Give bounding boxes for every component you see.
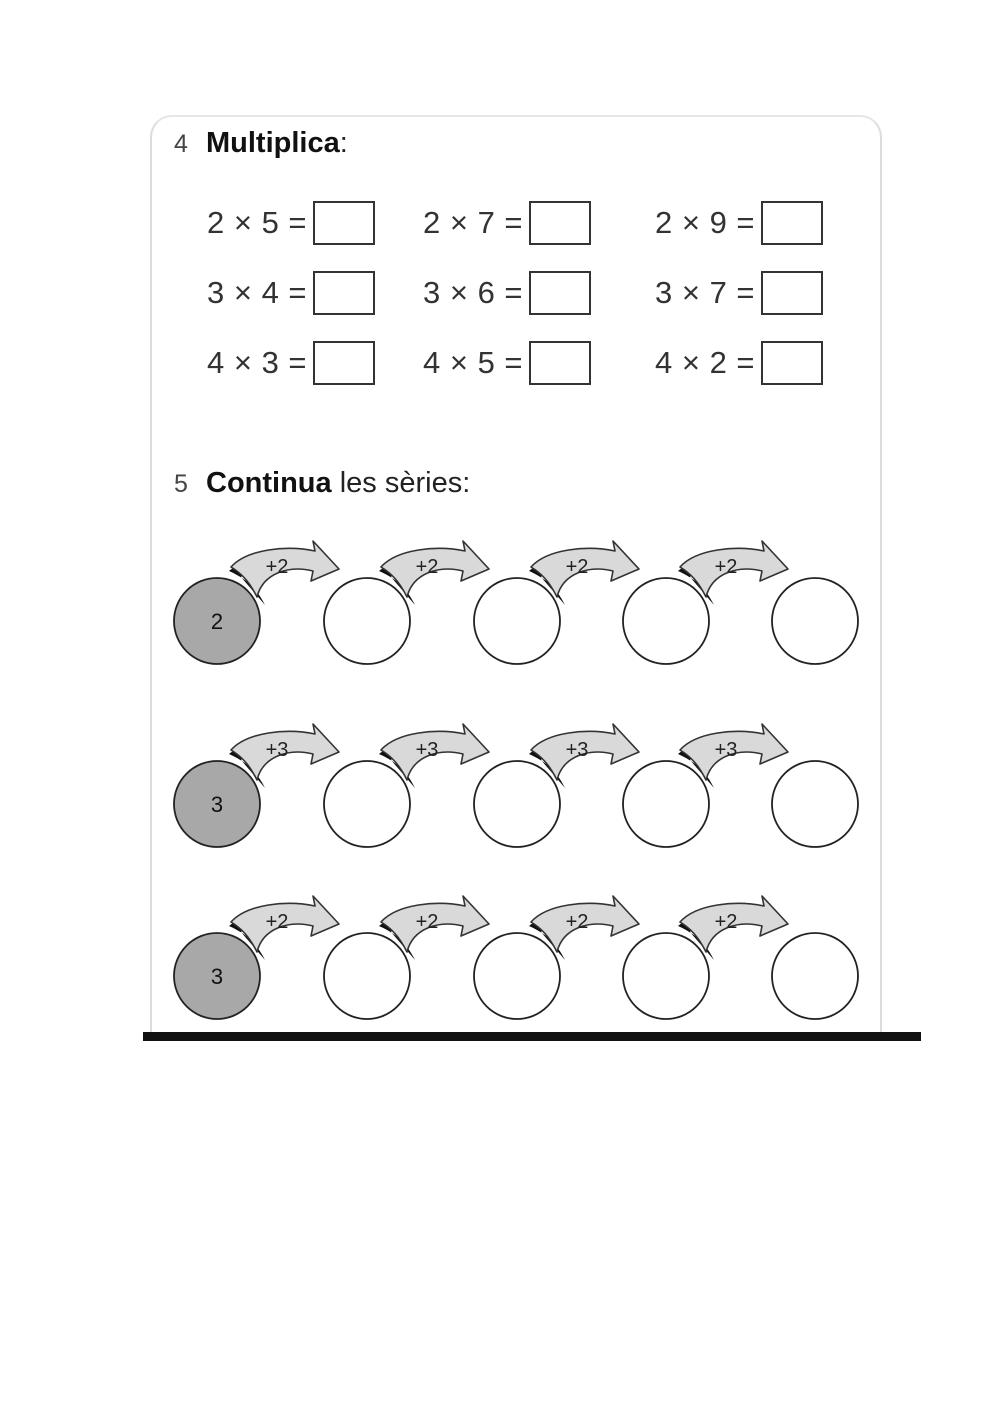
series-blank-circle[interactable] bbox=[772, 578, 858, 664]
section-5-title: Continua bbox=[206, 467, 332, 499]
answer-box[interactable] bbox=[529, 271, 591, 315]
section-5-number: 5 bbox=[174, 470, 188, 498]
section-4-heading bbox=[174, 125, 348, 162]
series-blank-circle[interactable] bbox=[324, 578, 410, 664]
equation-expression: 4 × 2 = bbox=[655, 345, 756, 380]
step-label: +2 bbox=[565, 911, 589, 933]
answer-box[interactable] bbox=[313, 341, 375, 385]
answer-box[interactable] bbox=[313, 271, 375, 315]
equation-expression: 2 × 9 = bbox=[655, 205, 756, 240]
series-start-value: 3 bbox=[210, 964, 224, 989]
series-start-value: 2 bbox=[210, 609, 224, 634]
equation bbox=[207, 200, 375, 246]
equation bbox=[207, 270, 375, 316]
series-blank-circle[interactable] bbox=[772, 761, 858, 847]
equation bbox=[423, 200, 591, 246]
series-start-value: 3 bbox=[210, 792, 224, 817]
equation bbox=[655, 340, 823, 386]
equation-expression: 3 × 7 = bbox=[655, 275, 756, 310]
equation bbox=[655, 200, 823, 246]
equation-expression: 3 × 4 = bbox=[207, 275, 308, 310]
answer-box[interactable] bbox=[529, 341, 591, 385]
equation-expression: 2 × 7 = bbox=[423, 205, 524, 240]
step-label: +3 bbox=[714, 739, 738, 761]
equation-expression: 4 × 3 = bbox=[207, 345, 308, 380]
series-blank-circle[interactable] bbox=[474, 761, 560, 847]
step-label: +3 bbox=[415, 739, 439, 761]
step-label: +2 bbox=[714, 911, 738, 933]
answer-box[interactable] bbox=[761, 201, 823, 245]
section-4-title-suffix: : bbox=[339, 127, 348, 159]
series-blank-circle[interactable] bbox=[623, 933, 709, 1019]
equation bbox=[207, 340, 375, 386]
series-graphic bbox=[160, 718, 880, 858]
equation bbox=[423, 270, 591, 316]
series-graphic bbox=[160, 535, 880, 675]
step-label: +2 bbox=[415, 911, 439, 933]
section-4-title: Multiplica bbox=[206, 127, 340, 159]
series-blank-circle[interactable] bbox=[474, 933, 560, 1019]
step-label: +2 bbox=[415, 556, 439, 578]
series-graphic bbox=[160, 890, 880, 1030]
answer-box[interactable] bbox=[761, 341, 823, 385]
answer-box[interactable] bbox=[313, 201, 375, 245]
equation bbox=[423, 340, 591, 386]
equation-expression: 4 × 5 = bbox=[423, 345, 524, 380]
step-label: +2 bbox=[265, 556, 289, 578]
series-blank-circle[interactable] bbox=[324, 933, 410, 1019]
answer-box[interactable] bbox=[761, 271, 823, 315]
series-blank-circle[interactable] bbox=[772, 933, 858, 1019]
series-blank-circle[interactable] bbox=[474, 578, 560, 664]
series-blank-circle[interactable] bbox=[623, 578, 709, 664]
step-label: +3 bbox=[265, 739, 289, 761]
series-blank-circle[interactable] bbox=[623, 761, 709, 847]
section-5-heading bbox=[174, 465, 470, 502]
step-label: +3 bbox=[565, 739, 589, 761]
step-label: +2 bbox=[565, 556, 589, 578]
series-row bbox=[160, 718, 880, 858]
series-row bbox=[160, 535, 880, 675]
series-row bbox=[160, 890, 880, 1030]
equation-expression: 2 × 5 = bbox=[207, 205, 308, 240]
answer-box[interactable] bbox=[529, 201, 591, 245]
bottom-rule bbox=[143, 1032, 921, 1041]
equation-expression: 3 × 6 = bbox=[423, 275, 524, 310]
step-label: +2 bbox=[714, 556, 738, 578]
series-blank-circle[interactable] bbox=[324, 761, 410, 847]
step-label: +2 bbox=[265, 911, 289, 933]
section-4-number: 4 bbox=[174, 130, 188, 158]
equation bbox=[655, 270, 823, 316]
section-5-title-suffix: les sèries: bbox=[331, 467, 471, 499]
